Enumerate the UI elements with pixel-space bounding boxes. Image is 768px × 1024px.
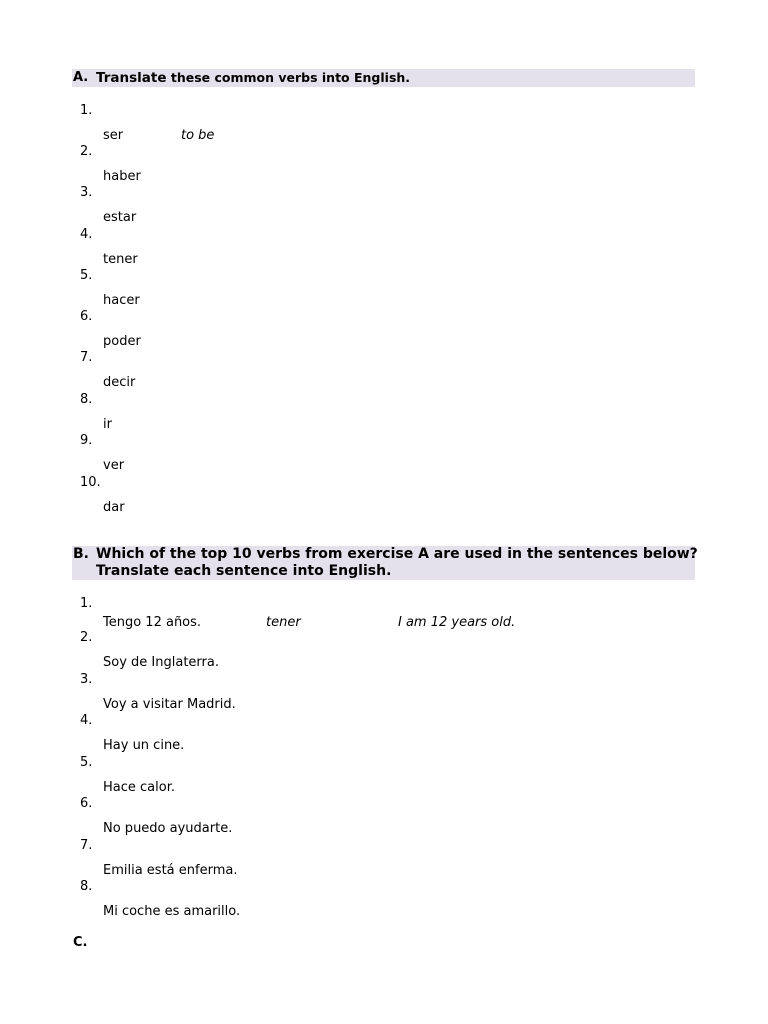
item-number: 6. xyxy=(80,796,93,811)
section-b-header xyxy=(72,546,698,580)
spanish-sentence: Voy a visitar Madrid. xyxy=(103,697,236,712)
item-number: 7. xyxy=(80,350,93,365)
spanish-verb: decir xyxy=(103,375,136,390)
sentence-item xyxy=(0,755,768,795)
verb-item xyxy=(0,309,768,349)
verb-answer: tener xyxy=(266,615,301,630)
item-number: 8. xyxy=(80,879,93,894)
item-number: 2. xyxy=(80,630,93,645)
item-number: 7. xyxy=(80,838,93,853)
spanish-verb: haber xyxy=(103,169,141,184)
section-a-title-rest: these common verbs into English. xyxy=(166,70,411,85)
item-number: 6. xyxy=(80,309,93,324)
item-number: 3. xyxy=(80,672,93,687)
spanish-verb: hacer xyxy=(103,293,140,308)
section-b-title-line2: Translate each sentence into English. xyxy=(96,563,392,579)
spanish-verb: ser xyxy=(103,128,124,143)
section-c-letter: C. xyxy=(73,935,88,950)
spanish-verb: poder xyxy=(103,334,141,349)
item-number: 4. xyxy=(80,713,93,728)
sentence-item xyxy=(0,796,768,836)
section-a-title-lead: Translate xyxy=(96,70,167,86)
spanish-sentence: Soy de Inglaterra. xyxy=(103,655,219,670)
item-number: 2. xyxy=(80,144,93,159)
section-a-header xyxy=(72,69,695,87)
section-a-letter: A. xyxy=(73,70,89,85)
english-answer: to be xyxy=(181,128,215,143)
verb-item xyxy=(0,475,768,515)
verb-item xyxy=(0,433,768,473)
spanish-sentence: Emilia está enferma. xyxy=(103,863,238,878)
sentence-item xyxy=(0,838,768,878)
verb-item xyxy=(0,392,768,432)
item-number: 4. xyxy=(80,227,93,242)
spanish-sentence: Hay un cine. xyxy=(103,738,185,753)
sentence-item xyxy=(0,672,768,712)
item-number: 5. xyxy=(80,755,93,770)
verb-item xyxy=(0,103,768,143)
section-b-letter: B. xyxy=(73,546,89,562)
sentence-item xyxy=(0,630,768,670)
sentence-item xyxy=(0,879,768,919)
verb-item xyxy=(0,144,768,184)
spanish-verb: ir xyxy=(103,417,112,432)
item-number: 8. xyxy=(80,392,93,407)
item-number: 1. xyxy=(80,596,93,611)
verb-item xyxy=(0,350,768,390)
spanish-sentence: Mi coche es amarillo. xyxy=(103,904,241,919)
verb-item xyxy=(0,268,768,308)
section-b-title-line1: Which of the top 10 verbs from exercise A are used in the sentences below? xyxy=(96,546,698,562)
verb-item xyxy=(0,185,768,225)
spanish-verb: estar xyxy=(103,210,137,225)
spanish-verb: tener xyxy=(103,252,138,267)
item-number: 3. xyxy=(80,185,93,200)
item-number: 9. xyxy=(80,433,93,448)
item-number: 5. xyxy=(80,268,93,283)
spanish-sentence: Hace calor. xyxy=(103,780,175,795)
section-a-title xyxy=(96,69,410,88)
spanish-verb: ver xyxy=(103,458,125,473)
spanish-sentence: Tengo 12 años. xyxy=(103,615,202,630)
item-number: 1. xyxy=(80,103,93,118)
translation-answer: I am 12 years old. xyxy=(398,615,516,630)
spanish-verb: dar xyxy=(103,500,125,515)
sentence-item xyxy=(0,713,768,753)
spanish-sentence: No puedo ayudarte. xyxy=(103,821,233,836)
verb-item xyxy=(0,227,768,267)
item-number: 10. xyxy=(80,475,101,490)
